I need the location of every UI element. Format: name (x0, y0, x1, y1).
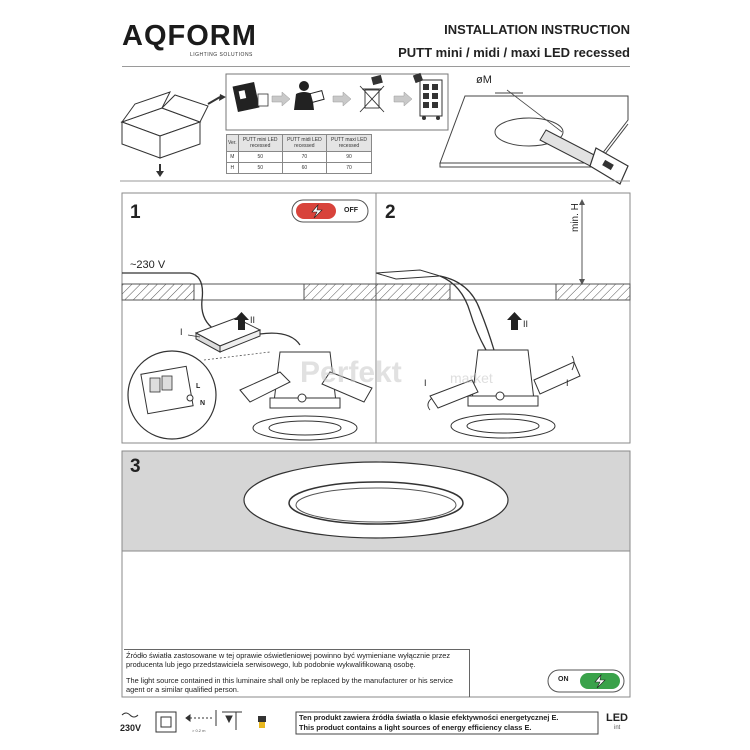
terminal-n-label: N (200, 400, 206, 407)
switch-off-label: OFF (344, 207, 358, 214)
spec-header: PUTT midi LED recessed (282, 135, 326, 152)
ceiling-hatch-step2 (376, 199, 630, 300)
watermark-main: Perfekt (300, 356, 402, 389)
lamp-icon (258, 716, 266, 728)
class-ii-icon (156, 712, 176, 732)
led-sub-label: int (614, 725, 621, 731)
luminaire-installed-step3 (244, 462, 508, 538)
step-2-number: 2 (385, 202, 396, 223)
table-row: H 50 60 70 (227, 163, 372, 174)
footer-voltage: 230V (120, 723, 142, 733)
step-1-number: 1 (130, 202, 141, 223)
arrow-up-icon-step2 (507, 312, 522, 330)
distance-icon (186, 710, 216, 726)
cutout-diameter-label: øM (476, 74, 492, 86)
replacement-note-en: The light source contained in this luminaire shall only be replaced by the manufacturer or his service agent or a similar qualified person. (126, 676, 453, 694)
switch-on-label: ON (558, 676, 569, 683)
min-height-label: min. H (570, 203, 581, 232)
ceiling-hatch-step1 (122, 284, 376, 300)
table-row: M 50 70 90 (227, 152, 372, 163)
step2-left-label: I (424, 378, 427, 388)
led-label: LED (606, 712, 628, 724)
spec-header: PUTT mini LED recessed (238, 135, 282, 152)
page-title: INSTALLATION INSTRUCTION (444, 22, 630, 37)
terminal-l-label: L (196, 383, 201, 390)
brand-tagline: LIGHTING SOLUTIONS (190, 52, 253, 58)
package-box-icon (122, 92, 208, 158)
step2-arrow-up-label: II (523, 319, 529, 329)
replacement-note-pl: Źródło światła zastosowane w tej oprawie oświetleniowej powinno być wymieniane wyłącznie przez producenta lub jego przedstawiciela serwisowego, lub podobnie wykwalifikowaną osobę. (126, 651, 451, 669)
mains-cable (122, 273, 215, 330)
spec-header: PUTT maxi LED recessed (327, 135, 372, 152)
voltage-label: ~230 V (130, 259, 166, 271)
step-3-number: 3 (130, 456, 141, 477)
recessed-mount-icon (222, 712, 242, 730)
driver-step2 (376, 270, 440, 279)
luminaire-step2 (430, 350, 580, 438)
arrow-right-icon (208, 97, 220, 104)
step2-right-label: I (566, 378, 569, 388)
watermark-suffix: market (450, 370, 493, 386)
energy-label-en: This product contains a light sources of energy efficiency class E. (299, 723, 532, 732)
step1-arrow-left-label: I (180, 327, 183, 337)
step1-arrow-up-label: II (250, 315, 256, 325)
rotate-arrow-left-icon (428, 398, 432, 410)
footer-distance: > 0.2 m (192, 728, 206, 733)
page-subtitle: PUTT mini / midi / maxi LED recessed (398, 45, 630, 60)
spec-table (226, 134, 372, 174)
brand-logo: AQFORM (122, 20, 257, 52)
ac-icon (122, 713, 138, 717)
spec-header: Ver. (227, 135, 239, 152)
energy-label-pl: Ten produkt zawiera źródła światła o klasie efektywności energetycznej E. (299, 713, 559, 722)
